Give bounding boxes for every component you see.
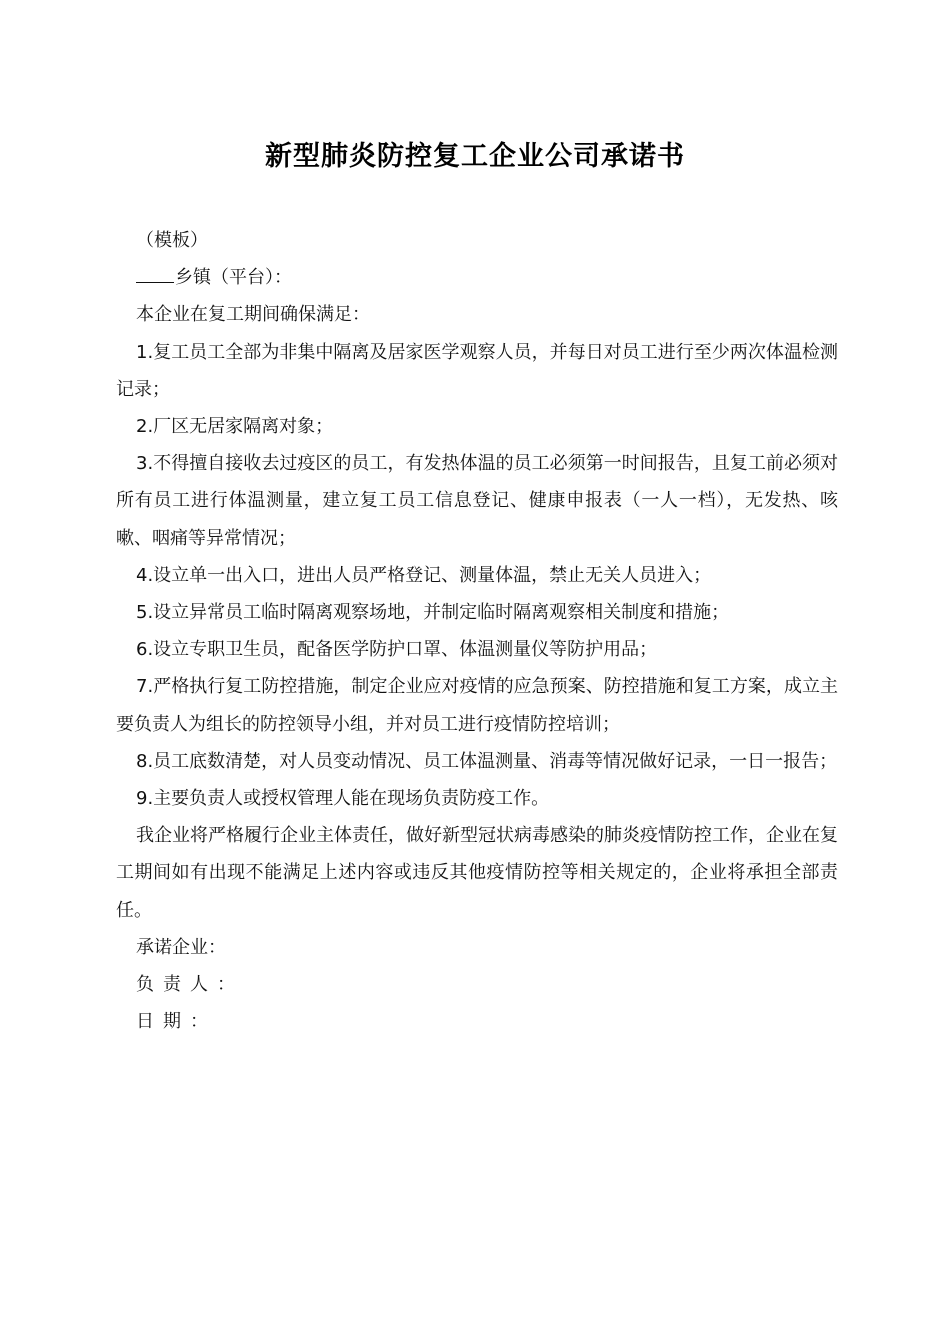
blank-line bbox=[136, 266, 174, 283]
template-note: （模板） bbox=[136, 230, 208, 251]
intro-text: 本企业在复工期间确保满足： bbox=[136, 304, 370, 326]
document-title: 新型肺炎防控复工企业公司承诺书 bbox=[265, 141, 685, 172]
list-item: 3.不得擅自接收去过疫区的员工，有发热体温的员工必须第一时间报告，且复工前必须对所有员工进行体温测量，建立复工员工信息登记、健康申报表（一人一档），无发热、咳嗽、咽痛等异常情况； bbox=[116, 453, 838, 549]
list-item: 8.员工底数清楚，对人员变动情况、员工体温测量、消毒等情况做好记录，一日一报告； bbox=[136, 750, 838, 772]
commitment-paragraph: 我企业将严格履行企业主体责任，做好新型冠状病毒感染的肺炎疫情防控工作，企业在复工期间如有出现不能满足上述内容或违反其他疫情防控等相关规定的，企业将承担全部责任。 bbox=[116, 825, 838, 921]
signature-company-label: 承诺企业： bbox=[136, 936, 226, 958]
list-item: 4.设立单一出入口，进出人员严格登记、测量体温，禁止无关人员进入； bbox=[136, 564, 712, 586]
list-item: 9.主要负责人或授权管理人能在现场负责防疫工作。 bbox=[136, 788, 550, 810]
list-item: 1.复工员工全部为非集中隔离及居家医学观察人员，并每日对员工进行至少两次体温检测记录； bbox=[116, 341, 838, 400]
list-item: 2.厂区无居家隔离对象； bbox=[136, 416, 334, 438]
list-item: 6.设立专职卫生员，配备医学防护口罩、体温测量仪等防护用品； bbox=[136, 639, 658, 661]
list-item: 7.严格执行复工防控措施，制定企业应对疫情的应急预案、防控措施和复工方案，成立主要负责人为组长的防控领导小组，并对员工进行疫情防控培训； bbox=[116, 676, 838, 735]
list-item: 5.设立异常员工临时隔离观察场地，并制定临时隔离观察相关制度和措施； bbox=[136, 602, 730, 624]
addressee-line bbox=[116, 259, 838, 296]
signature-person-label: 负责人： bbox=[136, 974, 244, 996]
document-body bbox=[116, 222, 838, 1040]
addressee-text: 乡镇（平台）： bbox=[175, 267, 292, 289]
signature-date-label: 日期： bbox=[136, 1011, 217, 1033]
